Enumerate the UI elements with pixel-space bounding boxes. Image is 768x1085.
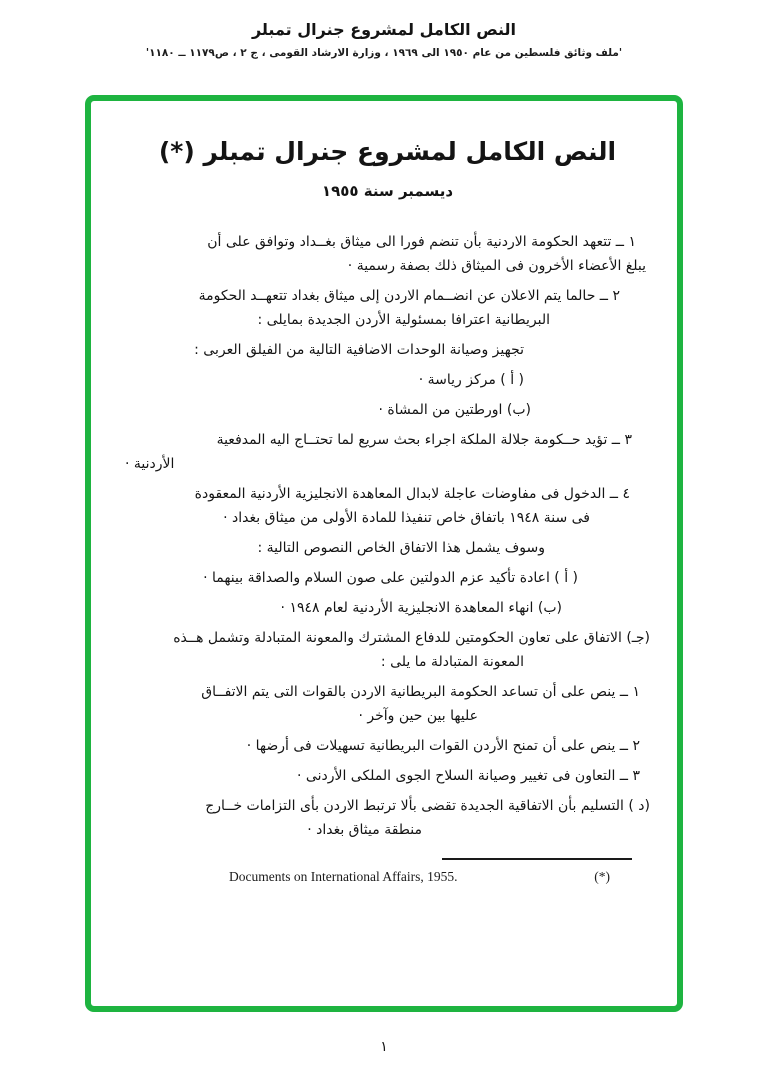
paragraph-10-item-b — [125, 596, 650, 620]
text-line: (ب) انهاء المعاهدة الانجليزية الأردنية لعام ١٩٤٨ · — [280, 600, 562, 616]
footnote-reference: Documents on International Affairs, 1955. — [229, 869, 458, 884]
header-source-citation: 'ملف وثائق فلسطين من عام ١٩٥٠ الى ١٩٦٩ ، وزارة الارشاد القومى ، ج ٢ ، ص١١٧٩ ــ ١١٨٠' — [145, 47, 623, 59]
paragraph-12 — [125, 680, 650, 728]
text-line: ٢ ــ ينص على أن تمنح الأردن القوات البريطانية تسهيلات فى أرضها · — [246, 738, 640, 754]
text-line: ٤ ــ الدخول فى مفاوضات عاجلة لابدال المعاهدة الانجليزية الأردنية المعقودة — [194, 486, 630, 502]
text-line: ١ ــ تتعهد الحكومة الاردنية بأن تنضم فورا الى ميثاق بغــداد وتوافق على أن — [207, 234, 636, 250]
page-header — [0, 20, 768, 59]
text-line: المعونة المتبادلة ما يلى : — [380, 654, 524, 670]
footnote — [125, 869, 650, 885]
text-line: ( أ ) اعادة تأكيد عزم الدولتين على صون السلام والصداقة بينهما · — [203, 570, 578, 586]
footnote-separator — [442, 858, 632, 860]
paragraph-14 — [125, 764, 650, 788]
text-line: تجهيز وصيانة الوحدات الاضافية التالية من الفيلق العربى : — [194, 342, 524, 358]
text-line: ( أ ) مركز رياسة · — [418, 372, 524, 388]
paragraph-1 — [125, 230, 650, 278]
paragraph-5-item-b — [125, 398, 650, 422]
text-line: ١ ــ ينص على أن تساعد الحكومة البريطانية الاردن بالقوات التى يتم الاتفــاق — [201, 684, 640, 700]
footnote-marker: (*) — [594, 869, 610, 884]
page-number: ١ — [380, 1039, 388, 1055]
document-frame — [85, 95, 683, 1012]
text-line: ٣ ــ تؤيد حــكومة جلالة الملكة اجراء بحث سريع لما تحتــاج اليه المدفعية — [216, 432, 632, 448]
text-line: يبلغ الأعضاء الأخرون فى الميثاق ذلك بصفة رسمية · — [347, 258, 646, 274]
header-title: النص الكامل لمشروع جنرال تمبلر — [251, 20, 517, 39]
paragraph-2 — [125, 284, 650, 332]
paragraph-4-item-a — [125, 368, 650, 392]
paragraph-3 — [125, 338, 650, 362]
text-line: (جـ) الاتفاق على تعاون الحكومتين للدفاع المشترك والمعونة المتبادلة وتشمل هــذه — [173, 630, 650, 646]
paragraph-6 — [125, 428, 650, 476]
text-line: ٣ ــ التعاون فى تغيير وصيانة السلاح الجوى الملكى الأردنى · — [297, 768, 640, 784]
text-line: الأردنية · — [125, 456, 175, 472]
text-line: البريطانية اعترافا بمسئولية الأردن الجديدة بمايلى : — [257, 312, 550, 328]
text-line: وسوف يشمل هذا الاتفاق الخاص النصوص التالية : — [257, 540, 545, 556]
document-body — [125, 230, 650, 842]
paragraph-9-item-a — [125, 566, 650, 590]
text-line: ٢ ــ حالما يتم الاعلان عن انضــمام الاردن إلى ميثاق بغداد تتعهــد الحكومة — [198, 288, 620, 304]
text-line: عليها بين حين وآخر · — [358, 708, 478, 724]
text-line: منطقة ميثاق بغداد · — [307, 822, 422, 838]
text-line: فى سنة ١٩٤٨ باتفاق خاص تنفيذا للمادة الأولى من ميثاق بغداد · — [223, 510, 590, 526]
document-page — [91, 137, 677, 885]
text-line: (ب) اورطتين من المشاة · — [378, 402, 531, 418]
paragraph-11-item-j — [125, 626, 650, 674]
document-title: النص الكامل لمشروع جنرال تمبلر (*) — [158, 137, 617, 166]
text-line: (د ) التسليم بأن الاتفاقية الجديدة تقضى بألا ترتبط الاردن بأى التزامات خــارج — [205, 798, 650, 814]
document-date: ديسمبر سنة ١٩٥٥ — [321, 182, 454, 200]
paragraph-7 — [125, 482, 650, 530]
paragraph-13 — [125, 734, 650, 758]
paragraph-15-item-d — [125, 794, 650, 842]
paragraph-8 — [125, 536, 650, 560]
